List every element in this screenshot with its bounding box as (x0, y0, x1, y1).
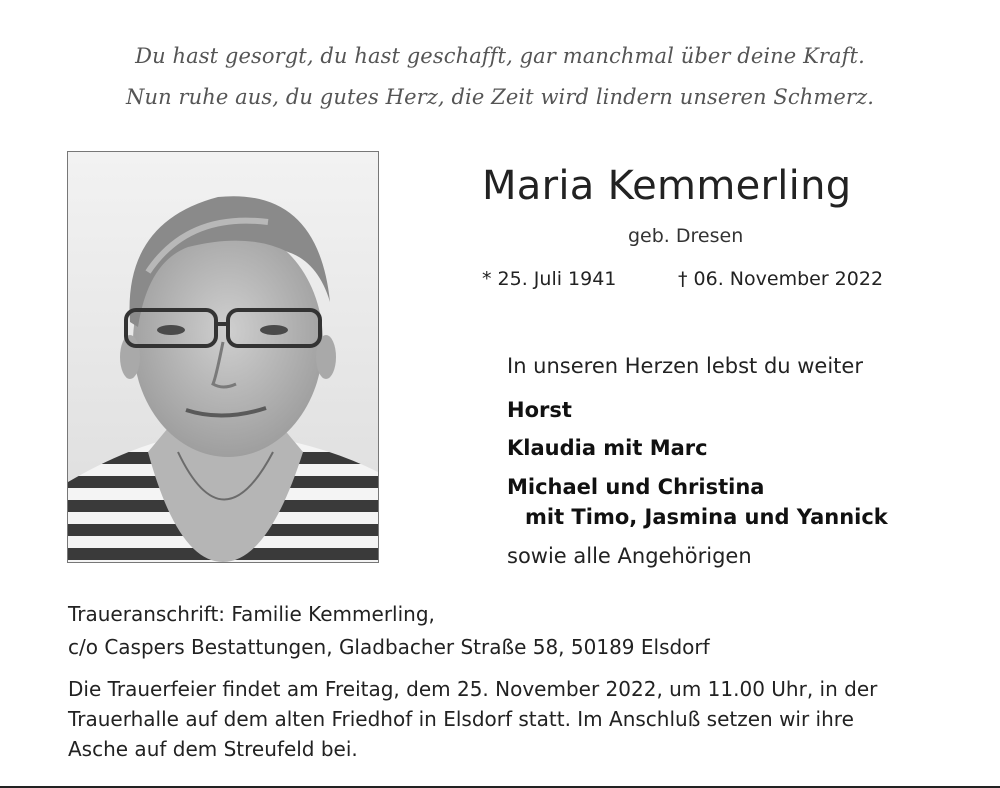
funeral-info-line-2: Trauerhalle auf dem alten Friedhof in Elsdorf statt. Im Anschluß setzen wir ihre (68, 707, 854, 731)
deceased-name: Maria Kemmerling (482, 163, 852, 209)
mourning-address-line-1: Traueranschrift: Familie Kemmerling, (68, 602, 435, 626)
portrait-photo (67, 151, 379, 563)
birth-date: * 25. Juli 1941 (482, 268, 617, 290)
mourner-name: Michael und Christina (507, 475, 765, 499)
mourner-name: Horst (507, 398, 572, 422)
funeral-info-line-3: Asche auf dem Streufeld bei. (68, 737, 358, 761)
birth-name: geb. Dresen (628, 225, 744, 247)
mourner-name: Klaudia mit Marc (507, 436, 708, 460)
verse-line-2: Nun ruhe aus, du gutes Herz, die Zeit wird lindern unseren Schmerz. (125, 85, 875, 109)
mourner-tagline: In unseren Herzen lebst du weiter (507, 354, 863, 378)
mourning-address-line-2: c/o Caspers Bestattungen, Gladbacher Straße 58, 50189 Elsdorf (68, 635, 710, 659)
verse-line-1: Du hast gesorgt, du hast geschafft, gar manchmal über deine Kraft. (135, 44, 865, 68)
other-relatives: sowie alle Angehörigen (507, 544, 752, 568)
death-date: † 06. November 2022 (678, 268, 884, 290)
funeral-info-line-1: Die Trauerfeier findet am Freitag, dem 25. November 2022, um 11.00 Uhr, in der (68, 677, 878, 701)
mourner-name: mit Timo, Jasmina und Yannick (525, 505, 888, 529)
